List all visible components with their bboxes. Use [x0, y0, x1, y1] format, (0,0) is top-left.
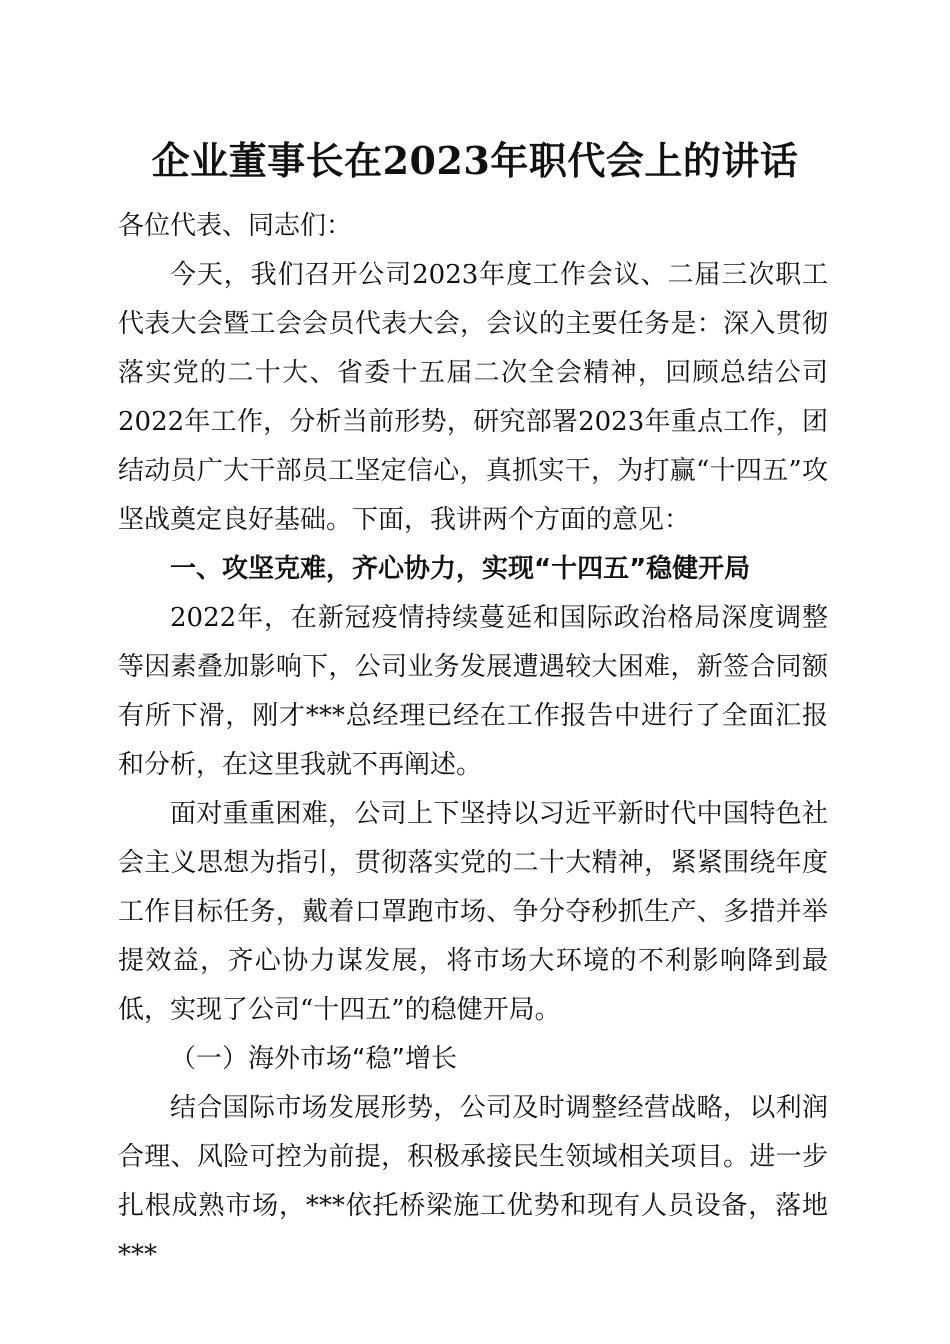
paragraph-2022-review: 2022年，在新冠疫情持续蔓延和国际政治格局深度调整等因素叠加影响下，公司业务发展遭遇较大困难，新签合同额有所下滑，刚才***总经理已经在工作报告中进行了全面汇报和分析，在这里我就不再阐述。	[118, 603, 828, 780]
section-heading-1: 一、攻坚克难，齐心协力，实现“十四五”稳健开局	[170, 554, 751, 584]
greeting: 各位代表、同志们：	[118, 211, 353, 241]
document-title: 企业董事长在2023年职代会上的讲话	[151, 138, 799, 183]
document-body	[118, 202, 828, 1280]
paragraph-overseas-market: 结合国际市场发展形势，公司及时调整经营战略，以利润合理、风险可控为前提，积极承接民生领域相关项目。进一步扎根成熟市场，***依托桥梁施工优势和现有人员设备，落地***	[118, 1093, 828, 1270]
subsection-heading-1: （一）海外市场“稳”增长	[170, 1044, 457, 1074]
paragraph-opening: 今天，我们召开公司2023年度工作会议、二届三次职工代表大会暨工会会员代表大会，会议的主要任务是：深入贯彻落实党的二十大、省委十五届二次全会精神，回顾总结公司2022年工作，分析当前形势，研究部署2023年重点工作，团结动员广大干部员工坚定信心，真抓实干，为打赢“十四五”攻坚战奠定良好基础。下面，我讲两个方面的意见：	[118, 260, 828, 535]
paragraph-facing-difficulties: 面对重重困难，公司上下坚持以习近平新时代中国特色社会主义思想为指引，贯彻落实党的二十大精神，紧紧围绕年度工作目标任务，戴着口罩跑市场、争分夺秒抓生产、多措并举提效益，齐心协力谋发展，将市场大环境的不利影响降到最低，实现了公司“十四五”的稳健开局。	[118, 799, 828, 1025]
